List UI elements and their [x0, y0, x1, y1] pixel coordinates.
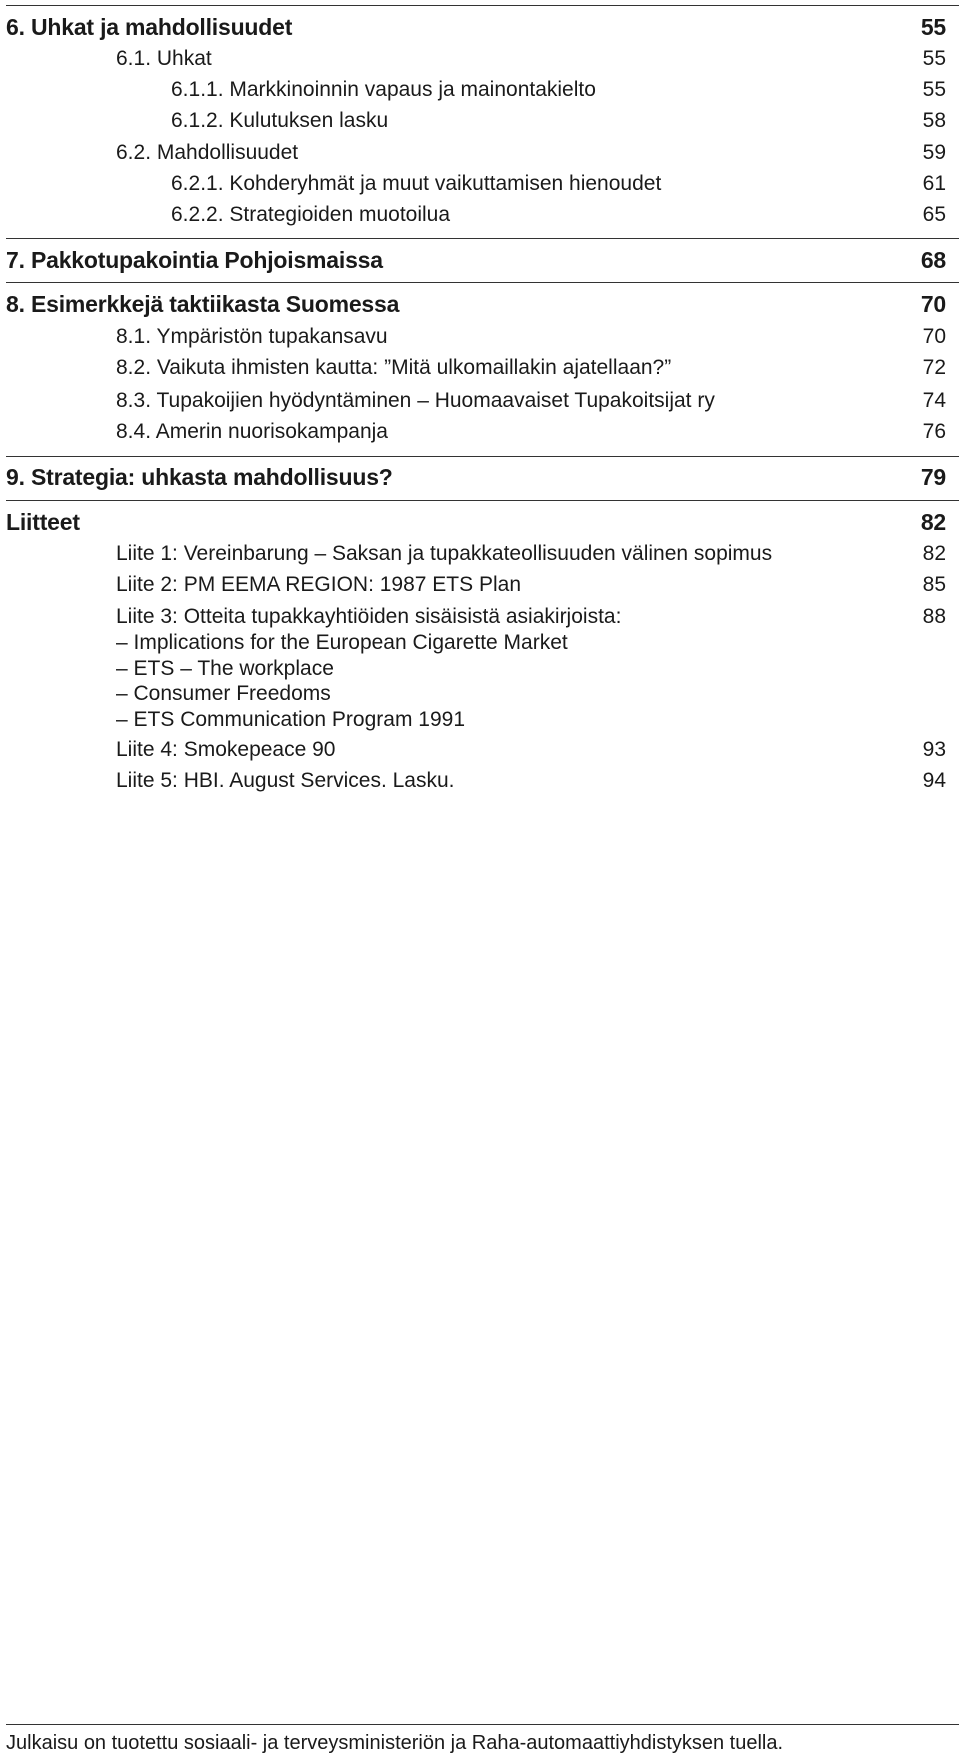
- toc-entry-page: 94: [922, 769, 946, 792]
- toc-entry-label: 6.1.2. Kulutuksen lasku: [171, 109, 389, 132]
- toc-entry-page: 68: [920, 247, 946, 273]
- toc-entry-page: 74: [922, 389, 946, 412]
- toc-entry-page: 82: [920, 509, 946, 535]
- toc-entry-label: 8.1. Ympäristön tupakansavu: [116, 325, 388, 348]
- liite-3-subitem: – ETS – The workplace: [116, 657, 334, 680]
- toc-entry-page: 55: [920, 14, 946, 40]
- toc-entry-label: 8. Esimerkkejä taktiikasta Suomessa: [6, 291, 400, 317]
- toc-entry-page: 65: [922, 203, 946, 226]
- toc-entry-page: 61: [922, 172, 946, 195]
- toc-entry-page: 70: [922, 325, 946, 348]
- section-divider: [6, 282, 959, 283]
- toc-entry-label: Liite 5: HBI. August Services. Lasku.: [116, 769, 455, 792]
- toc-entry-page: 58: [922, 109, 946, 132]
- section-divider: [6, 500, 959, 501]
- section-divider: [6, 456, 959, 457]
- toc-entry-label: 6. Uhkat ja mahdollisuudet: [6, 14, 293, 40]
- toc-entry-label: 7. Pakkotupakointia Pohjoismaissa: [6, 247, 383, 273]
- toc-entry-page: 70: [920, 291, 946, 317]
- toc-entry-label: 6.1. Uhkat: [116, 47, 212, 70]
- toc-entry-label: 6.2.2. Strategioiden muotoilua: [171, 203, 451, 226]
- toc-entry-label: 8.4. Amerin nuorisokampanja: [116, 420, 388, 443]
- toc-entry-page: 88: [922, 605, 946, 628]
- toc-entry-label: Liite 2: PM EEMA REGION: 1987 ETS Plan: [116, 573, 521, 596]
- liite-3-subitem: – ETS Communication Program 1991: [116, 708, 465, 731]
- toc-entry-page: 59: [922, 141, 946, 164]
- liite-3-subitem: – Implications for the European Cigarette Market: [116, 631, 568, 654]
- toc-entry-page: 82: [922, 542, 946, 565]
- toc-entry-label: Liitteet: [6, 509, 80, 535]
- toc-entry-label: 8.2. Vaikuta ihmisten kautta: ”Mitä ulkomaillakin ajatellaan?”: [116, 356, 672, 379]
- toc-entry-page: 72: [922, 356, 946, 379]
- toc-entry-page: 79: [920, 464, 946, 490]
- footer-divider: [6, 1724, 959, 1725]
- toc-entry-label: Liite 1: Vereinbarung – Saksan ja tupakkateollisuuden välinen sopimus: [116, 542, 773, 565]
- toc-entry-label: 9. Strategia: uhkasta mahdollisuus?: [6, 464, 393, 490]
- toc-entry-page: 85: [922, 573, 946, 596]
- section-divider: [6, 5, 959, 6]
- footer-note: Julkaisu on tuotettu sosiaali- ja terveysministeriön ja Raha-automaattiyhdistyksen tuella.: [6, 1732, 784, 1754]
- toc-entry-label: 8.3. Tupakoijien hyödyntäminen – Huomaavaiset Tupakoitsijat ry: [116, 389, 715, 412]
- toc-entry-label: 6.1.1. Markkinoinnin vapaus ja mainontakielto: [171, 78, 596, 101]
- toc-entry-label: 6.2.1. Kohderyhmät ja muut vaikuttamisen hienoudet: [171, 172, 662, 195]
- toc-entry-label: 6.2. Mahdollisuudet: [116, 141, 299, 164]
- section-divider: [6, 238, 959, 239]
- toc-entry-page: 55: [922, 78, 946, 101]
- toc-entry-label: Liite 4: Smokepeace 90: [116, 738, 336, 761]
- toc-entry-page: 55: [922, 47, 946, 70]
- toc-entry-label: Liite 3: Otteita tupakkayhtiöiden sisäisistä asiakirjoista:: [116, 605, 622, 628]
- toc-entry-page: 76: [922, 420, 946, 443]
- liite-3-subitem: – Consumer Freedoms: [116, 682, 331, 705]
- toc-entry-page: 93: [922, 738, 946, 761]
